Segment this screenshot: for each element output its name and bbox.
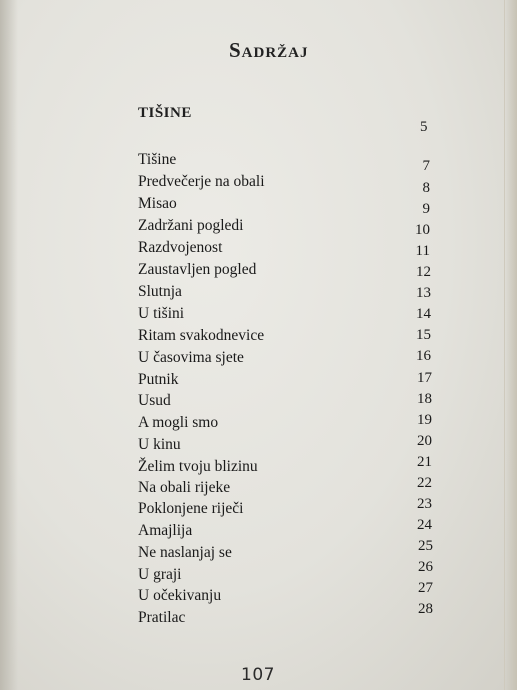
spine-shadow [0,0,18,690]
toc-entry-page: 18 [417,391,432,407]
toc-entry-title: Ritam svakodnevice [138,327,265,344]
toc-entry-page: 12 [416,264,431,280]
toc-entry-page: 11 [415,243,430,259]
toc-entry-page: 17 [417,370,432,386]
toc-entry-title: Putnik [138,371,179,388]
toc-entry-page: 25 [418,538,433,554]
toc-entry-title: Pratilac [138,609,186,626]
section-page-number: 5 [420,119,428,135]
toc-entry-page: 8 [422,180,430,196]
toc-entry-page: 22 [417,475,432,491]
toc-entry-page: 27 [418,580,433,596]
toc-entry-title: U kinu [138,436,181,453]
toc-entry-title: Amajlija [138,522,193,539]
toc-entry-title: Usud [138,392,171,409]
toc-entry-title: Poklonjene riječi [138,500,244,517]
toc-entry-title: Zaustavljen pogled [138,261,257,278]
toc-entry-title: U očekivanju [138,587,222,604]
section-title: TIŠINE [138,105,192,121]
toc-entry-page: 24 [417,517,432,533]
folio-page-number: 107 [241,665,275,685]
toc-entry-page: 23 [417,496,432,512]
toc-entry-page: 15 [416,327,431,343]
toc-entry-title: Razdvojenost [138,239,223,256]
toc-entry-title: Ne naslanjaj se [138,544,232,561]
toc-entry-page: 21 [417,454,432,470]
toc-entry-page: 20 [417,433,432,449]
toc-entry-title: U graji [138,566,182,583]
toc-entry-title: Želim tvoju blizinu [138,458,258,475]
toc-entry-page: 9 [422,201,430,217]
toc-entry-title: Zadržani pogledi [138,217,244,234]
page-title: Sadržaj [229,38,309,62]
toc-entry-page: 28 [418,601,433,617]
toc-entry-title: U tišini [138,305,185,322]
toc-entry-title: Misao [138,195,177,212]
toc-entry-title: U časovima sjete [138,349,244,366]
toc-entry-title: A mogli smo [138,414,219,431]
page-edge [504,0,517,690]
toc-entry-title: Predvečerje na obali [138,173,265,190]
toc-entry-title: Na obali rijeke [138,479,231,496]
toc-entry-page: 26 [418,559,433,575]
toc-entry-page: 14 [416,306,431,322]
toc-entry-page: 19 [417,412,432,428]
toc-entry-page: 13 [416,285,431,301]
toc-entry-page: 10 [415,222,430,238]
toc-entry-title: Tišine [138,151,177,168]
toc-entry-page: 7 [422,158,430,174]
toc-entry-page: 16 [416,348,431,364]
toc-entry-title: Slutnja [138,283,182,300]
